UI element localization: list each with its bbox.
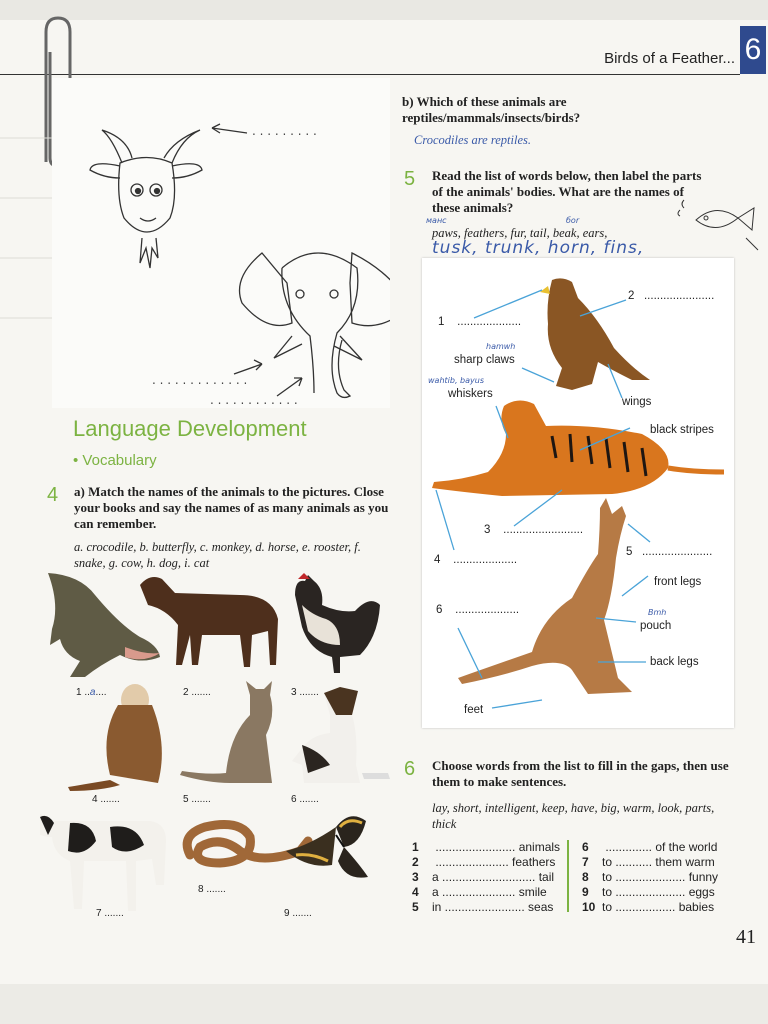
gap-item-6: 6 .............. of the world xyxy=(582,840,718,854)
dog-image xyxy=(292,687,390,783)
section-title: Language Development xyxy=(73,416,307,441)
gap-item-8: 8 to ..................... funny xyxy=(582,870,719,884)
handwritten-note-5: Bmh xyxy=(648,608,667,617)
picture-6-label: 6 ....... xyxy=(291,794,319,805)
label-black-stripes: black stripes xyxy=(650,424,714,436)
exercise-4-instruction: a) Match the names of the animals to the pictures. Close your books and say the names of as many animals as you can remember. xyxy=(74,484,389,531)
page-top-edge xyxy=(0,0,768,20)
picture-3-label: 3 ....... xyxy=(291,687,319,698)
svg-text:. . . . . . . . .: . . . . . . . . . xyxy=(252,124,317,138)
gap-item-10: 10 to .................. babies xyxy=(582,900,715,914)
column-divider xyxy=(567,840,569,912)
handwritten-note-1: манс xyxy=(426,216,447,225)
sketch-drawings xyxy=(52,78,390,408)
horse-image xyxy=(140,577,278,667)
exercise-6-instruction: Choose words from the list to fill in the gaps, then use them to make sentences. xyxy=(432,758,729,789)
gap-item-3: 3 a ............................ tail xyxy=(412,870,555,884)
monkey-image xyxy=(68,684,162,791)
svg-text:. . . . . . . . . . . .: . . . . . . . . . . . . xyxy=(210,393,298,407)
exercise-4-number: 4 xyxy=(47,484,59,506)
gap-item-4: 4 a ...................... smile xyxy=(412,885,547,899)
chapter-title: Birds of a Feather... xyxy=(604,50,735,67)
picture-2-label: 2 ....... xyxy=(183,687,211,698)
sketch-area xyxy=(52,78,390,408)
exercise-6-number: 6 xyxy=(404,758,416,780)
label-3: 3 ......................... xyxy=(484,524,584,536)
page-bottom-edge xyxy=(0,984,768,1024)
picture-7-label: 7 ....... xyxy=(96,908,124,919)
label-wings: wings xyxy=(622,396,652,408)
picture-8-label: 8 ....... xyxy=(198,884,226,895)
gap-item-7: 7 to ........... them warm xyxy=(582,855,715,869)
animal-body-parts-panel xyxy=(422,258,734,728)
handwritten-note-4: wahtib, bayus xyxy=(428,376,484,385)
exercise-4b-example: Crocodiles are reptiles. xyxy=(414,133,531,147)
exercise-4-options: a. crocodile, b. butterfly, c. monkey, d. horse, e. rooster, f. snake, g. cow, h. dog, i. cat xyxy=(74,540,361,570)
label-4: 4 .................... xyxy=(434,554,518,566)
picture-1-label: 1 ..a.... xyxy=(76,687,107,698)
cow-image xyxy=(40,813,166,911)
fish-doodle-icon xyxy=(676,190,764,254)
label-whiskers: whiskers xyxy=(448,388,493,400)
faded-background-lines xyxy=(0,78,52,408)
picture-9-label: 9 ....... xyxy=(284,908,312,919)
elephant-sketch xyxy=(234,253,390,397)
gap-item-9: 9 to ..................... eggs xyxy=(582,885,715,899)
exercise-5-instruction: Read the list of words below, then label the parts of the animals' bodies. What are the names of these animals? xyxy=(432,168,702,215)
handwritten-note-3: hamwh xyxy=(486,342,516,351)
handwritten-additions: tusk, trunk, horn, fins, xyxy=(432,238,645,258)
label-1: 1 .................... xyxy=(438,316,522,328)
exercise-4b-instruction: b) Which of these animals are reptiles/mammals/insects/birds? xyxy=(402,94,581,125)
gap-item-1: 1 ........................ animals xyxy=(412,840,561,854)
picture-4-label: 4 ....... xyxy=(92,794,120,805)
animal-pictures xyxy=(40,565,390,925)
gap-item-5: 5 in ........................ seas xyxy=(412,900,554,914)
tiger-image xyxy=(432,400,724,496)
header-rule xyxy=(0,74,740,75)
unit-number-tab: 6 xyxy=(740,26,766,74)
label-6: 6 .................... xyxy=(436,604,520,616)
snake-image xyxy=(187,825,308,863)
section-subtitle: • Vocabulary xyxy=(73,452,157,469)
handwritten-note-2: боr xyxy=(566,216,580,225)
label-5: 5 ...................... xyxy=(626,546,713,558)
rooster-image xyxy=(295,573,380,673)
label-feet: feet xyxy=(464,704,484,716)
page-number: 41 xyxy=(736,926,756,948)
exercise-6-word-list: lay, short, intelligent, keep, have, big, warm, look, parts, thick xyxy=(432,801,715,831)
label-back-legs: back legs xyxy=(650,656,699,668)
goat-sketch xyxy=(90,124,247,268)
label-sharp-claws: sharp claws xyxy=(454,354,515,366)
exercise-5-number: 5 xyxy=(404,168,416,190)
svg-text:. . . . . . . . . . . . .: . . . . . . . . . . . . . xyxy=(152,373,248,387)
exercise-5-word-list: paws, feathers, fur, tail, beak, ears, xyxy=(432,226,608,240)
label-pouch: pouch xyxy=(640,620,672,632)
gap-item-2: 2 ...................... feathers xyxy=(412,855,556,869)
label-2: 2 ...................... xyxy=(628,290,715,302)
label-front-legs: front legs xyxy=(654,576,702,588)
picture-5-label: 5 ....... xyxy=(183,794,211,805)
